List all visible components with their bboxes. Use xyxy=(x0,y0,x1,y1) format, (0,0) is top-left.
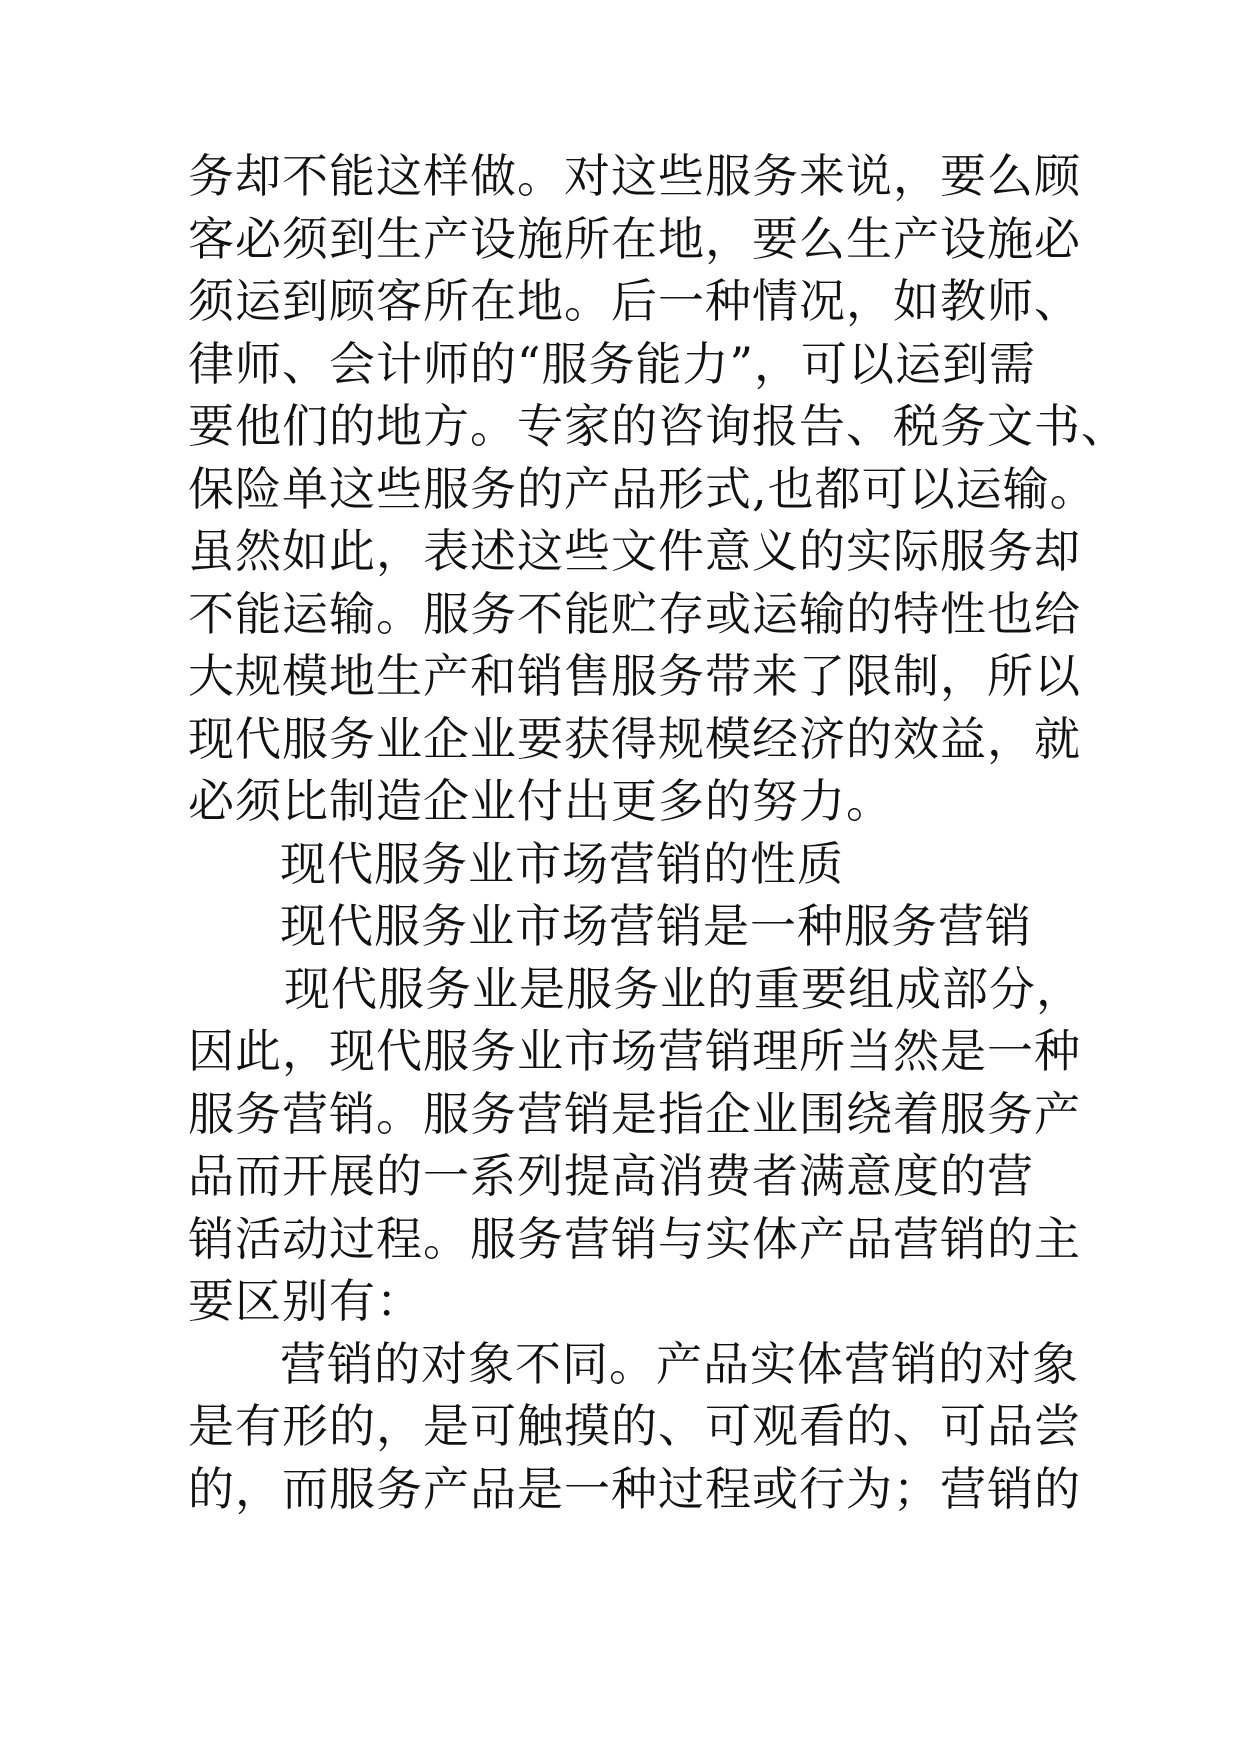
text-line: 因此，现代服务业市场营销理所当然是一种 xyxy=(188,1024,1081,1078)
text-line: 销活动过程。服务营销与实体产品营销的主 xyxy=(188,1211,1081,1266)
text-line: 是有形的，是可触摸的、可观看的、可品尝 xyxy=(188,1399,1081,1453)
subsection-heading: 现代服务业市场营销是一种服务营销 xyxy=(280,899,1032,953)
text-line: 不能运输。服务不能贮存或运输的特性也给 xyxy=(188,586,1081,641)
text-line: 现代服务业是服务业的重要组成部分， xyxy=(284,961,1083,1016)
text-line: 要区别有： xyxy=(188,1274,423,1328)
text-line: 务却不能这样做。对这些服务来说，要么顾 xyxy=(188,149,1081,203)
text-line: 律师、会计师的“服务能力”，可以运到需 xyxy=(188,336,1037,391)
text-line: 的，而服务产品是一种过程或行为；营销的 xyxy=(188,1461,1081,1516)
section-heading: 现代服务业市场营销的性质 xyxy=(280,836,844,891)
text-line: 品而开展的一系列提高消费者满意度的营 xyxy=(188,1149,1034,1203)
text-line: 客必须到生产设施所在地，要么生产设施必 xyxy=(188,211,1081,266)
text-line: 虽然如此，表述这些文件意义的实际服务却 xyxy=(188,524,1081,578)
text-line: 须运到顾客所在地。后一种情况，如教师、 xyxy=(188,274,1081,328)
text-line: 保险单这些服务的产品形式,也都可以运输。 xyxy=(188,461,1097,516)
text-line: 营销的对象不同。产品实体营销的对象 xyxy=(280,1336,1079,1391)
body-text xyxy=(188,145,1128,1520)
text-line: 必须比制造企业付出更多的努力。 xyxy=(188,774,893,828)
text-line: 现代服务业企业要获得规模经济的效益，就 xyxy=(188,711,1081,766)
text-line: 大规模地生产和销售服务带来了限制，所以 xyxy=(188,649,1081,703)
text-line: 要他们的地方。专家的咨询报告、税务文书、 xyxy=(188,399,1128,453)
text-line: 服务营销。服务营销是指企业围绕着服务产 xyxy=(188,1086,1081,1141)
